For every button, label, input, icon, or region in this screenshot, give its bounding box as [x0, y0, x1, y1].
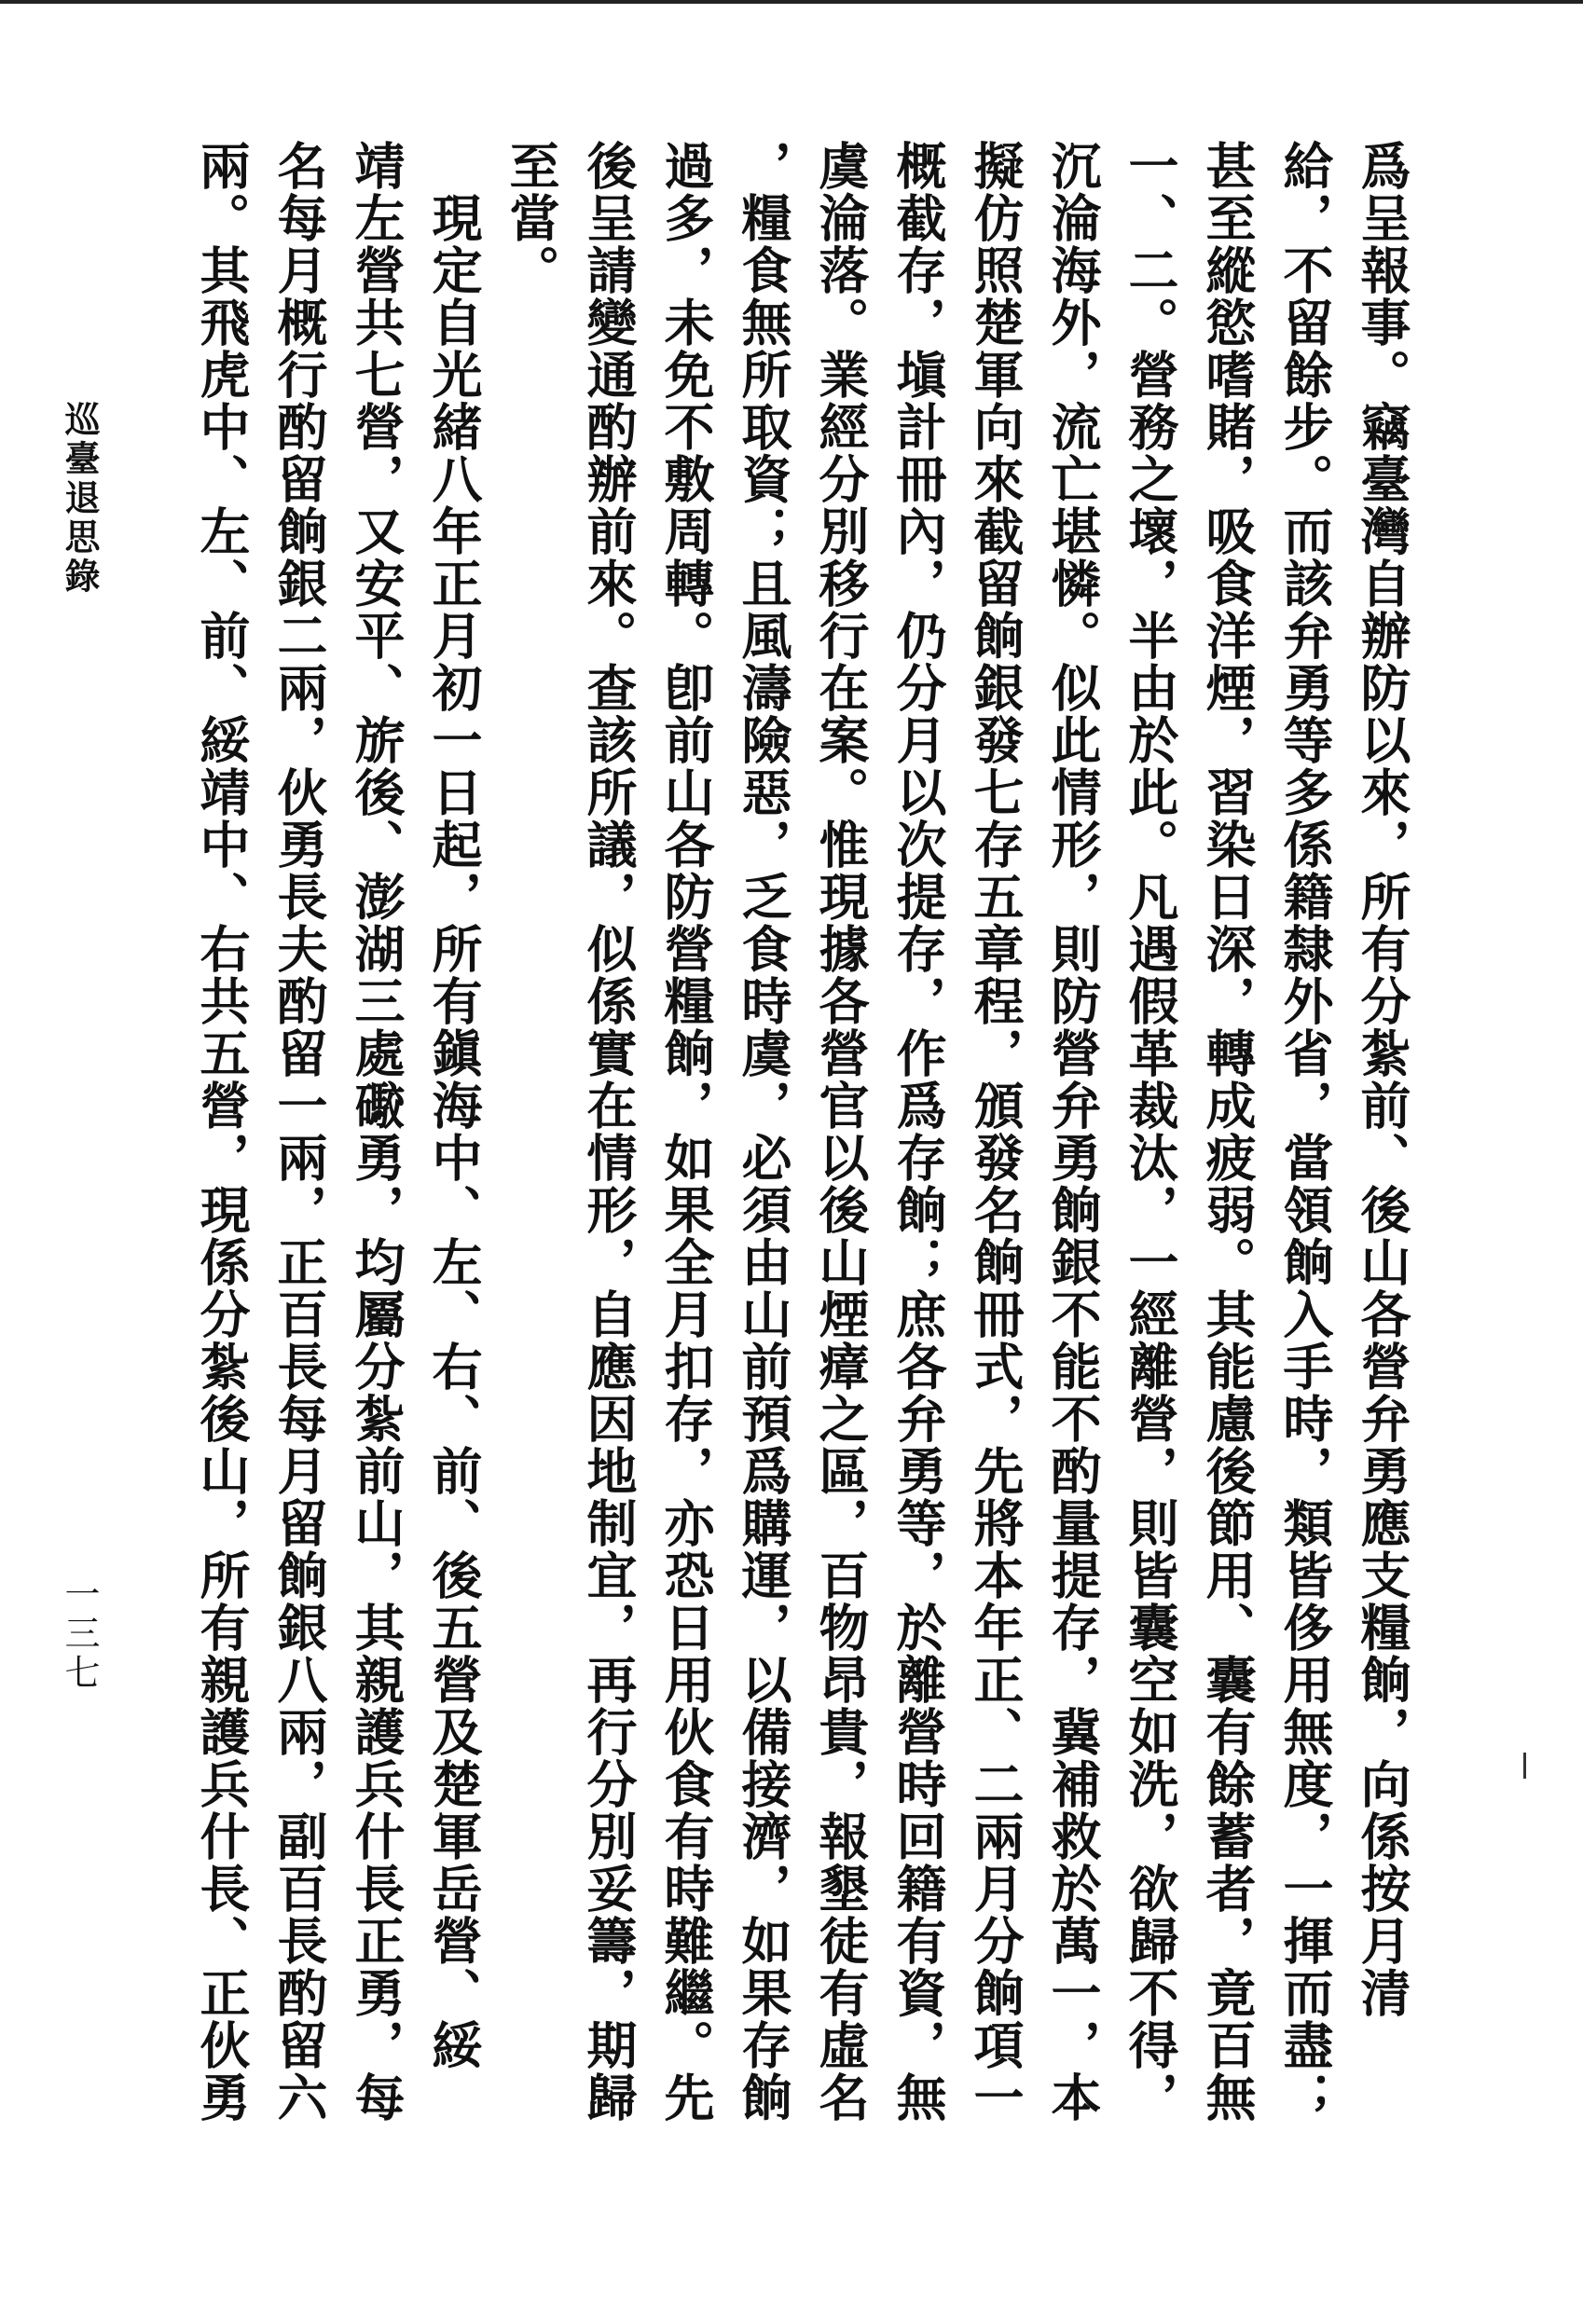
text-column: 過多，未免不敷周轉。卽前山各防營糧餉，如果全月扣存，亦恐日用伙食有時難繼。先	[656, 140, 716, 2124]
page-number: 一三七	[59, 1575, 100, 1693]
running-title: 巡臺退思錄	[59, 401, 101, 597]
text-column: 擬仿照楚軍向來截留餉銀發七存五章程，頒發名餉冊式，先將本年正、二兩月分餉項一	[966, 140, 1026, 2124]
text-column: 虞淪落。業經分別移行在案。惟現據各營官以後山煙瘴之區，百物昂貴，報墾徒有虛名	[811, 140, 871, 2124]
text-column: ，糧食無所取資；且風濤險惡，乏食時虞，必須由山前預爲購運，以備接濟，如果存餉	[734, 140, 793, 2124]
text-column: 概截存，塡計冊內，仍分月以次提存，作爲存餉；庶各弁勇等，於離營時回籍有資，無	[888, 140, 948, 2124]
text-column: 甚至縱慾嗜賭，吸食洋煙，習染日深，轉成疲弱。其能慮後節用、囊有餘蓄者，竟百無	[1198, 140, 1258, 2124]
body-text-block	[140, 140, 1412, 2172]
text-column: 爲呈報事。竊臺灣自辦防以來，所有分紮前、後山各營弁勇應支糧餉，向係按月清	[1353, 140, 1412, 2019]
text-column: 一、二。營務之壞，半由於此。凡遇假革裁汰，一經離營，則皆囊空如洗，欲歸不得，	[1121, 140, 1180, 2124]
text-column: 現定自光緒八年正月初一日起，所有鎭海中、左、右、前、後五營及楚軍岳營、綏	[424, 140, 484, 2071]
top-border-line	[0, 0, 1583, 4]
text-column: 至當。	[502, 140, 561, 296]
text-column: 靖左營共七營，又安平、旂後、澎湖三處礮勇，均屬分紮前山，其親護兵什長正勇，每	[347, 140, 406, 2124]
text-column: 兩。其飛虎中、左、前、綏靖中、右共五營，現係分紮後山，所有親護兵什長、正伙勇	[192, 140, 252, 2124]
margin-mark	[1523, 1753, 1526, 1779]
text-column: 給，不留餘步。而該弁勇等多係籍隸外省，當領餉入手時，類皆侈用無度，一揮而盡；	[1275, 140, 1335, 2124]
text-column: 名每月概行酌留餉銀二兩，伙勇長夫酌留一兩，正百長每月留餉銀八兩，副百長酌留六	[269, 140, 329, 2124]
text-column: 後呈請變通酌辦前來。查該所議，似係實在情形，自應因地制宜，再行分別妥籌，期歸	[579, 140, 639, 2124]
text-column: 沉淪海外，流亡堪憐。似此情形，則防營弁勇餉銀不能不酌量提存，冀補救於萬一，本	[1043, 140, 1103, 2124]
